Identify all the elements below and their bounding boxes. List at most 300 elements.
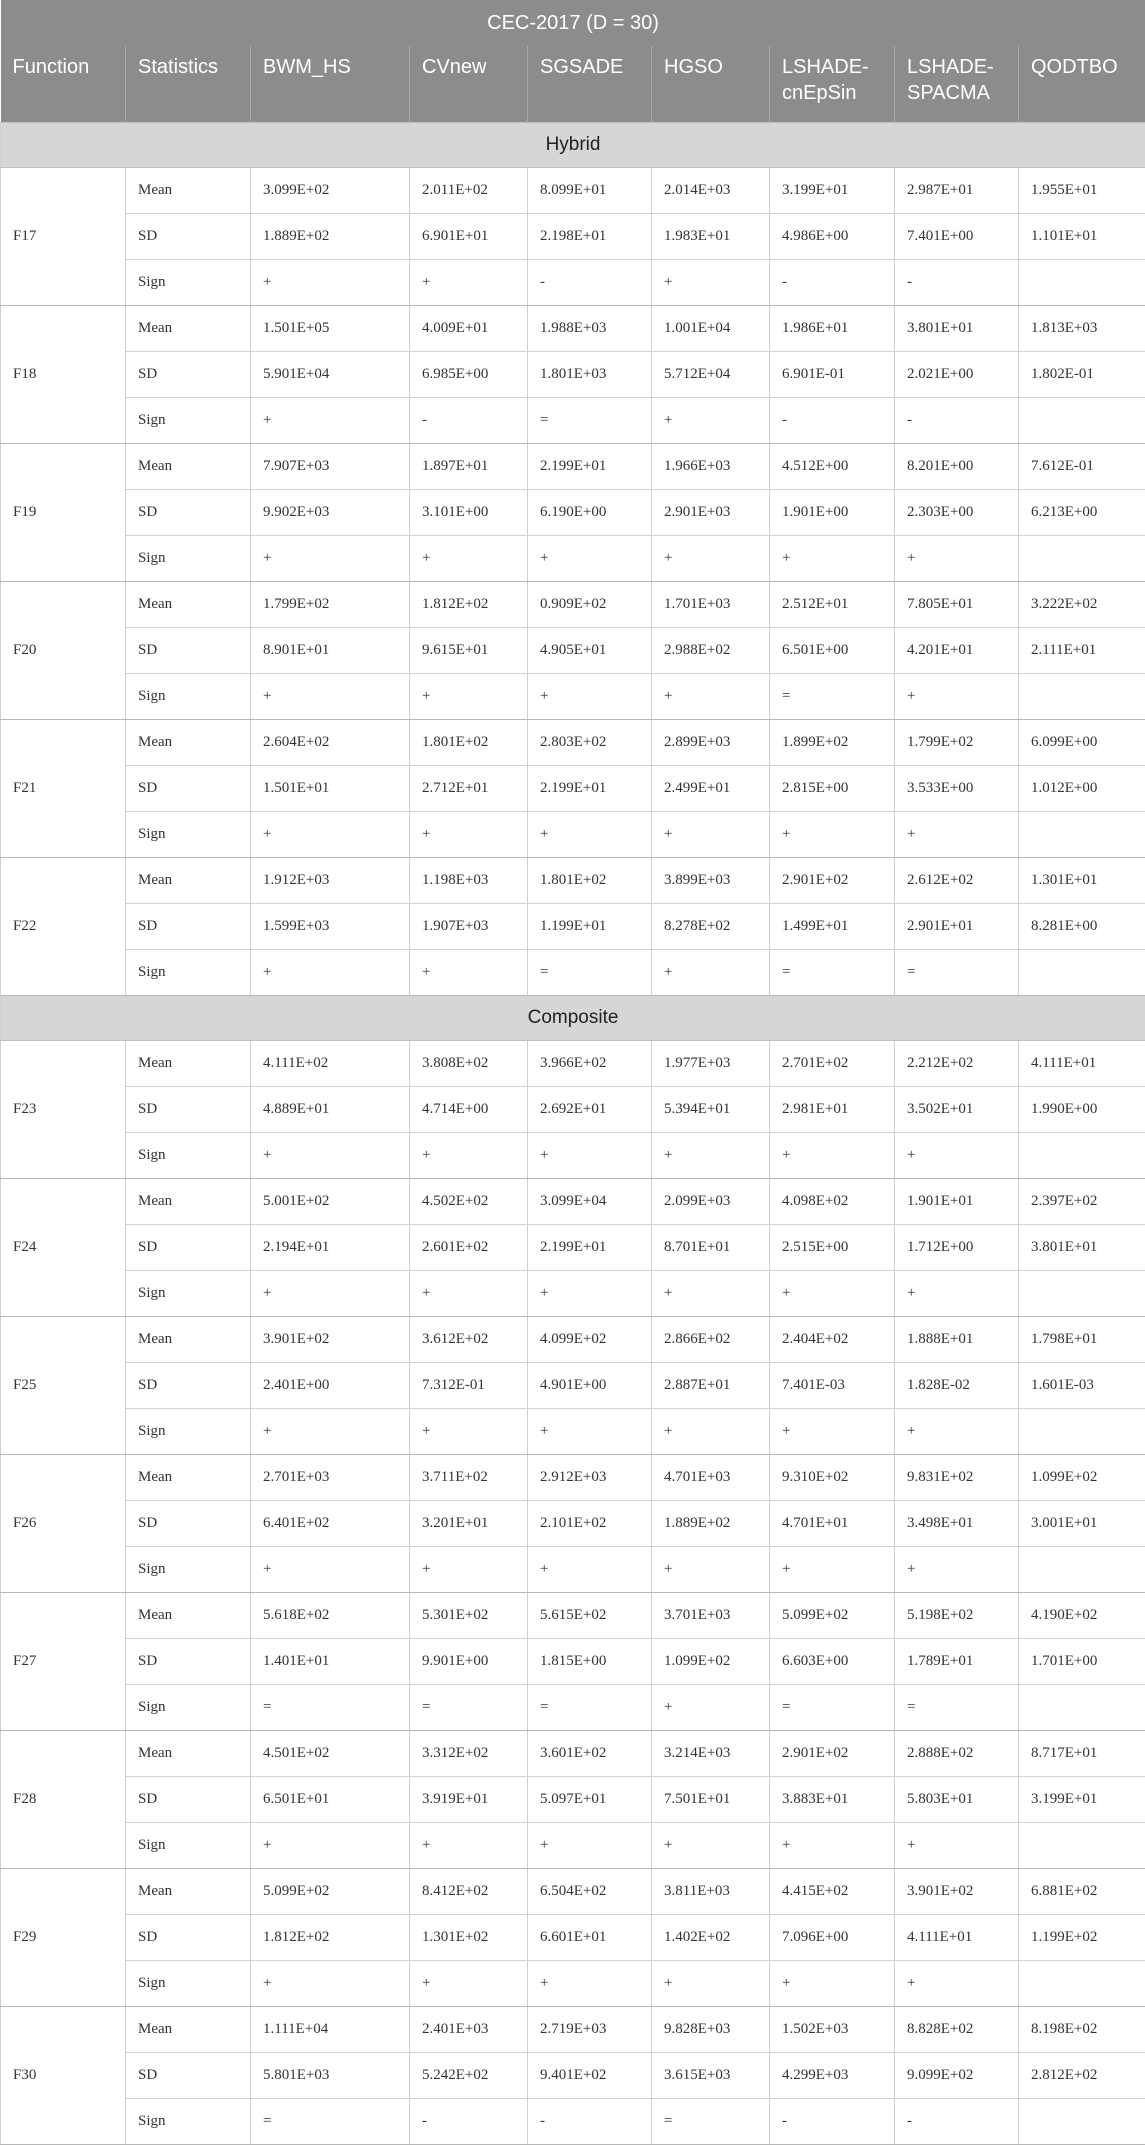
value-cell: + (410, 812, 528, 858)
value-cell: 1.198E+03 (410, 858, 528, 904)
value-cell: + (528, 1271, 652, 1317)
value-cell: + (895, 1823, 1019, 1869)
statistic-label: SD (126, 490, 251, 536)
statistic-label: Sign (126, 536, 251, 582)
value-cell: 6.881E+02 (1019, 1869, 1145, 1915)
value-cell: 5.099E+02 (770, 1593, 895, 1639)
value-cell: 4.714E+00 (410, 1087, 528, 1133)
value-cell: 8.828E+02 (895, 2007, 1019, 2053)
table-row (1, 444, 1145, 490)
value-cell: = (251, 2099, 410, 2145)
table-title-row (1, 0, 1145, 46)
value-cell: + (528, 536, 652, 582)
value-cell: 9.902E+03 (251, 490, 410, 536)
statistic-label: Mean (126, 1179, 251, 1225)
statistic-label: Mean (126, 858, 251, 904)
value-cell (1019, 1409, 1145, 1455)
value-cell: + (652, 812, 770, 858)
table-row (1, 306, 1145, 352)
value-cell: + (528, 1409, 652, 1455)
value-cell: 1.502E+03 (770, 2007, 895, 2053)
value-cell: 1.889E+02 (251, 214, 410, 260)
value-cell: + (895, 1133, 1019, 1179)
value-cell: 7.907E+03 (251, 444, 410, 490)
value-cell: 4.415E+02 (770, 1869, 895, 1915)
statistic-label: SD (126, 352, 251, 398)
value-cell: 2.719E+03 (528, 2007, 652, 2053)
statistic-label: Sign (126, 1409, 251, 1455)
value-cell: 1.111E+04 (251, 2007, 410, 2053)
value-cell: 4.099E+02 (528, 1317, 652, 1363)
value-cell: 7.096E+00 (770, 1915, 895, 1961)
value-cell: 1.402E+02 (652, 1915, 770, 1961)
value-cell: 2.404E+02 (770, 1317, 895, 1363)
table-row (1, 1639, 1145, 1685)
function-name: F23 (1, 1041, 126, 1179)
value-cell: 6.601E+01 (528, 1915, 652, 1961)
value-cell: 7.312E-01 (410, 1363, 528, 1409)
statistic-label: Sign (126, 1547, 251, 1593)
value-cell: + (528, 1547, 652, 1593)
value-cell: - (410, 2099, 528, 2145)
value-cell: + (251, 950, 410, 996)
value-cell: 3.801E+01 (895, 306, 1019, 352)
value-cell: 0.909E+02 (528, 582, 652, 628)
value-cell: 5.618E+02 (251, 1593, 410, 1639)
value-cell: 6.213E+00 (1019, 490, 1145, 536)
value-cell: 1.802E-01 (1019, 352, 1145, 398)
statistic-label: Mean (126, 582, 251, 628)
table-row (1, 1547, 1145, 1593)
value-cell (1019, 1685, 1145, 1731)
value-cell: 2.199E+01 (528, 1225, 652, 1271)
value-cell: + (528, 674, 652, 720)
value-cell: = (895, 950, 1019, 996)
statistic-label: Mean (126, 1455, 251, 1501)
value-cell: = (410, 1685, 528, 1731)
value-cell: - (895, 260, 1019, 306)
value-cell: 2.397E+02 (1019, 1179, 1145, 1225)
table-row (1, 1915, 1145, 1961)
value-cell: 1.966E+03 (652, 444, 770, 490)
function-name: F25 (1, 1317, 126, 1455)
value-cell: 8.099E+01 (528, 168, 652, 214)
value-cell: 4.111E+01 (1019, 1041, 1145, 1087)
table-row (1, 536, 1145, 582)
value-cell: 2.887E+01 (652, 1363, 770, 1409)
value-cell: 1.912E+03 (251, 858, 410, 904)
value-cell: + (410, 1823, 528, 1869)
value-cell: 6.901E+01 (410, 214, 528, 260)
statistic-label: Sign (126, 1961, 251, 2007)
value-cell: 7.401E+00 (895, 214, 1019, 260)
value-cell: 1.199E+02 (1019, 1915, 1145, 1961)
value-cell: 2.866E+02 (652, 1317, 770, 1363)
statistic-label: Mean (126, 1731, 251, 1777)
value-cell: 5.801E+03 (251, 2053, 410, 2099)
table-row (1, 1225, 1145, 1271)
value-cell: 6.401E+02 (251, 1501, 410, 1547)
table-row (1, 1317, 1145, 1363)
value-cell: 2.692E+01 (528, 1087, 652, 1133)
table-row (1, 674, 1145, 720)
statistic-label: Mean (126, 306, 251, 352)
value-cell: 2.812E+02 (1019, 2053, 1145, 2099)
value-cell: 4.502E+02 (410, 1179, 528, 1225)
column-header-function: Function (1, 46, 126, 123)
value-cell: 2.888E+02 (895, 1731, 1019, 1777)
value-cell: 8.281E+00 (1019, 904, 1145, 950)
value-cell: 1.599E+03 (251, 904, 410, 950)
statistic-label: Mean (126, 1869, 251, 1915)
value-cell: 2.199E+01 (528, 444, 652, 490)
value-cell: + (410, 260, 528, 306)
function-name: F26 (1, 1455, 126, 1593)
value-cell: - (895, 2099, 1019, 2145)
value-cell: + (770, 1547, 895, 1593)
value-cell: 2.499E+01 (652, 766, 770, 812)
value-cell: 6.985E+00 (410, 352, 528, 398)
table-row (1, 352, 1145, 398)
value-cell (1019, 1961, 1145, 2007)
value-cell: 1.899E+02 (770, 720, 895, 766)
value-cell: 9.615E+01 (410, 628, 528, 674)
table-row (1, 1961, 1145, 2007)
value-cell: 8.412E+02 (410, 1869, 528, 1915)
table-row (1, 1777, 1145, 1823)
value-cell: 4.512E+00 (770, 444, 895, 490)
statistic-label: SD (126, 1777, 251, 1823)
value-cell: 5.099E+02 (251, 1869, 410, 1915)
value-cell: 1.801E+02 (410, 720, 528, 766)
value-cell: + (770, 812, 895, 858)
value-cell: 3.711E+02 (410, 1455, 528, 1501)
value-cell: + (652, 950, 770, 996)
section-row (1, 996, 1145, 1041)
value-cell: - (770, 398, 895, 444)
table-row (1, 214, 1145, 260)
value-cell (1019, 1823, 1145, 1869)
value-cell: + (770, 536, 895, 582)
function-name: F21 (1, 720, 126, 858)
value-cell: + (652, 1133, 770, 1179)
function-name: F27 (1, 1593, 126, 1731)
value-cell (1019, 260, 1145, 306)
value-cell: + (528, 1133, 652, 1179)
value-cell: + (652, 1823, 770, 1869)
value-cell (1019, 2099, 1145, 2145)
value-cell: 3.883E+01 (770, 1777, 895, 1823)
value-cell: 7.501E+01 (652, 1777, 770, 1823)
value-cell: + (652, 674, 770, 720)
value-cell: 4.190E+02 (1019, 1593, 1145, 1639)
value-cell: 1.988E+03 (528, 306, 652, 352)
value-cell: + (895, 674, 1019, 720)
table-row (1, 2099, 1145, 2145)
statistic-label: SD (126, 1087, 251, 1133)
function-name: F20 (1, 582, 126, 720)
value-cell: + (410, 1961, 528, 2007)
table-row (1, 858, 1145, 904)
column-header-row (1, 46, 1145, 123)
value-cell: 3.901E+02 (251, 1317, 410, 1363)
value-cell: 5.901E+04 (251, 352, 410, 398)
table-row (1, 904, 1145, 950)
value-cell: 2.014E+03 (652, 168, 770, 214)
statistic-label: SD (126, 1501, 251, 1547)
value-cell: 6.501E+01 (251, 1777, 410, 1823)
value-cell: + (251, 812, 410, 858)
value-cell: 2.515E+00 (770, 1225, 895, 1271)
value-cell: 2.612E+02 (895, 858, 1019, 904)
column-header-hgso: HGSO (652, 46, 770, 123)
value-cell: 3.101E+00 (410, 490, 528, 536)
value-cell: 4.986E+00 (770, 214, 895, 260)
value-cell: + (770, 1133, 895, 1179)
statistic-label: Mean (126, 720, 251, 766)
value-cell: 5.301E+02 (410, 1593, 528, 1639)
value-cell: 3.808E+02 (410, 1041, 528, 1087)
value-cell: 2.912E+03 (528, 1455, 652, 1501)
value-cell (1019, 536, 1145, 582)
value-cell: 2.901E+01 (895, 904, 1019, 950)
value-cell: + (652, 260, 770, 306)
statistic-label: Sign (126, 1685, 251, 1731)
value-cell: 4.009E+01 (410, 306, 528, 352)
value-cell: 1.401E+01 (251, 1639, 410, 1685)
value-cell: 2.401E+03 (410, 2007, 528, 2053)
value-cell: 2.604E+02 (251, 720, 410, 766)
value-cell: 4.901E+00 (528, 1363, 652, 1409)
statistic-label: SD (126, 2053, 251, 2099)
value-cell: 1.901E+01 (895, 1179, 1019, 1225)
statistic-label: SD (126, 214, 251, 260)
statistic-label: Sign (126, 1133, 251, 1179)
value-cell: 3.099E+04 (528, 1179, 652, 1225)
value-cell: 4.098E+02 (770, 1179, 895, 1225)
section-label: Composite (1, 996, 1145, 1041)
value-cell: 1.099E+02 (652, 1639, 770, 1685)
value-cell: + (528, 812, 652, 858)
table-row (1, 2007, 1145, 2053)
value-cell: = (528, 1685, 652, 1731)
column-header-cvnew: CVnew (410, 46, 528, 123)
value-cell: 1.801E+03 (528, 352, 652, 398)
table-row (1, 628, 1145, 674)
value-cell: 1.889E+02 (652, 1501, 770, 1547)
value-cell: 2.803E+02 (528, 720, 652, 766)
value-cell: 5.001E+02 (251, 1179, 410, 1225)
value-cell: 3.966E+02 (528, 1041, 652, 1087)
value-cell: 1.983E+01 (652, 214, 770, 260)
table-body (1, 123, 1145, 2145)
value-cell: 2.512E+01 (770, 582, 895, 628)
value-cell: 1.701E+00 (1019, 1639, 1145, 1685)
value-cell: 9.310E+02 (770, 1455, 895, 1501)
value-cell: + (251, 1823, 410, 1869)
value-cell: 1.907E+03 (410, 904, 528, 950)
value-cell: 3.099E+02 (251, 168, 410, 214)
value-cell: 2.701E+02 (770, 1041, 895, 1087)
value-cell: 8.278E+02 (652, 904, 770, 950)
value-cell: 4.701E+03 (652, 1455, 770, 1501)
value-cell: 1.801E+02 (528, 858, 652, 904)
statistic-label: Sign (126, 260, 251, 306)
value-cell: + (770, 1271, 895, 1317)
value-cell: 4.701E+01 (770, 1501, 895, 1547)
value-cell: + (528, 1823, 652, 1869)
value-cell: 1.701E+03 (652, 582, 770, 628)
value-cell: 3.533E+00 (895, 766, 1019, 812)
value-cell: 3.312E+02 (410, 1731, 528, 1777)
value-cell: 3.001E+01 (1019, 1501, 1145, 1547)
function-name: F30 (1, 2007, 126, 2145)
value-cell: 3.214E+03 (652, 1731, 770, 1777)
table-row (1, 1731, 1145, 1777)
function-name: F28 (1, 1731, 126, 1869)
value-cell: + (410, 536, 528, 582)
value-cell: 1.101E+01 (1019, 214, 1145, 260)
value-cell: + (410, 1133, 528, 1179)
value-cell: + (770, 1823, 895, 1869)
value-cell: 1.990E+00 (1019, 1087, 1145, 1133)
value-cell: 1.977E+03 (652, 1041, 770, 1087)
value-cell: 2.101E+02 (528, 1501, 652, 1547)
value-cell (1019, 398, 1145, 444)
statistic-label: SD (126, 904, 251, 950)
column-header-sgsade: SGSADE (528, 46, 652, 123)
value-cell: + (895, 812, 1019, 858)
value-cell: - (895, 398, 1019, 444)
statistic-label: Sign (126, 1823, 251, 1869)
value-cell: 2.401E+00 (251, 1363, 410, 1409)
value-cell: - (528, 2099, 652, 2145)
value-cell: 2.303E+00 (895, 490, 1019, 536)
value-cell: - (528, 260, 652, 306)
value-cell: 2.194E+01 (251, 1225, 410, 1271)
value-cell: 6.190E+00 (528, 490, 652, 536)
value-cell: 1.099E+02 (1019, 1455, 1145, 1501)
value-cell: + (528, 1961, 652, 2007)
value-cell: 3.899E+03 (652, 858, 770, 904)
table-title: CEC-2017 (D = 30) (1, 0, 1145, 46)
value-cell: 3.919E+01 (410, 1777, 528, 1823)
value-cell (1019, 1547, 1145, 1593)
value-cell: 1.798E+01 (1019, 1317, 1145, 1363)
value-cell: 7.612E-01 (1019, 444, 1145, 490)
value-cell: + (652, 1961, 770, 2007)
value-cell: 8.201E+00 (895, 444, 1019, 490)
table-row (1, 1823, 1145, 1869)
value-cell: 4.501E+02 (251, 1731, 410, 1777)
table-row (1, 766, 1145, 812)
value-cell: 9.901E+00 (410, 1639, 528, 1685)
value-cell: 9.828E+03 (652, 2007, 770, 2053)
value-cell: 9.099E+02 (895, 2053, 1019, 2099)
value-cell: 2.199E+01 (528, 766, 652, 812)
table-row (1, 950, 1145, 996)
table-row (1, 1685, 1145, 1731)
table-row (1, 398, 1145, 444)
value-cell: + (410, 1409, 528, 1455)
value-cell: 5.242E+02 (410, 2053, 528, 2099)
value-cell: 8.717E+01 (1019, 1731, 1145, 1777)
value-cell: 3.199E+01 (770, 168, 895, 214)
statistic-label: Sign (126, 812, 251, 858)
value-cell: = (652, 2099, 770, 2145)
value-cell: + (895, 1271, 1019, 1317)
value-cell: + (770, 1409, 895, 1455)
value-cell: 7.401E-03 (770, 1363, 895, 1409)
value-cell: 1.301E+01 (1019, 858, 1145, 904)
value-cell: + (251, 1271, 410, 1317)
value-cell: 6.504E+02 (528, 1869, 652, 1915)
value-cell: 1.815E+00 (528, 1639, 652, 1685)
statistic-label: Sign (126, 398, 251, 444)
value-cell: 5.097E+01 (528, 1777, 652, 1823)
value-cell: 7.805E+01 (895, 582, 1019, 628)
statistic-label: SD (126, 628, 251, 674)
value-cell: 3.801E+01 (1019, 1225, 1145, 1271)
table-row (1, 1179, 1145, 1225)
table-row (1, 1133, 1145, 1179)
value-cell: + (251, 1547, 410, 1593)
table-row (1, 1271, 1145, 1317)
statistic-label: Sign (126, 2099, 251, 2145)
value-cell: + (895, 1547, 1019, 1593)
value-cell: 8.701E+01 (652, 1225, 770, 1271)
value-cell: - (770, 2099, 895, 2145)
value-cell: + (652, 1271, 770, 1317)
value-cell: + (652, 398, 770, 444)
value-cell: 9.831E+02 (895, 1455, 1019, 1501)
value-cell: 3.901E+02 (895, 1869, 1019, 1915)
value-cell: 4.889E+01 (251, 1087, 410, 1133)
statistic-label: SD (126, 1639, 251, 1685)
function-name: F29 (1, 1869, 126, 2007)
value-cell: 2.981E+01 (770, 1087, 895, 1133)
value-cell: = (528, 950, 652, 996)
value-cell (1019, 674, 1145, 720)
value-cell: 4.201E+01 (895, 628, 1019, 674)
value-cell: 1.901E+00 (770, 490, 895, 536)
value-cell (1019, 950, 1145, 996)
value-cell: - (410, 398, 528, 444)
function-name: F24 (1, 1179, 126, 1317)
value-cell: 1.601E-03 (1019, 1363, 1145, 1409)
function-name: F22 (1, 858, 126, 996)
value-cell: 2.712E+01 (410, 766, 528, 812)
statistic-label: Mean (126, 1041, 251, 1087)
value-cell: 1.199E+01 (528, 904, 652, 950)
column-header-statistics: Statistics (126, 46, 251, 123)
statistic-label: Mean (126, 2007, 251, 2053)
value-cell: 1.499E+01 (770, 904, 895, 950)
column-header-lshade-cnepsin: LSHADE-cnEpSin (770, 46, 895, 123)
value-cell: 6.901E-01 (770, 352, 895, 398)
section-label: Hybrid (1, 123, 1145, 168)
statistic-label: Mean (126, 168, 251, 214)
value-cell: 1.799E+02 (251, 582, 410, 628)
value-cell: 2.899E+03 (652, 720, 770, 766)
value-cell: 2.111E+01 (1019, 628, 1145, 674)
value-cell: 2.901E+03 (652, 490, 770, 536)
value-cell: + (251, 1409, 410, 1455)
value-cell: 3.701E+03 (652, 1593, 770, 1639)
table-row (1, 1087, 1145, 1133)
value-cell: + (251, 1961, 410, 2007)
table-row (1, 1455, 1145, 1501)
